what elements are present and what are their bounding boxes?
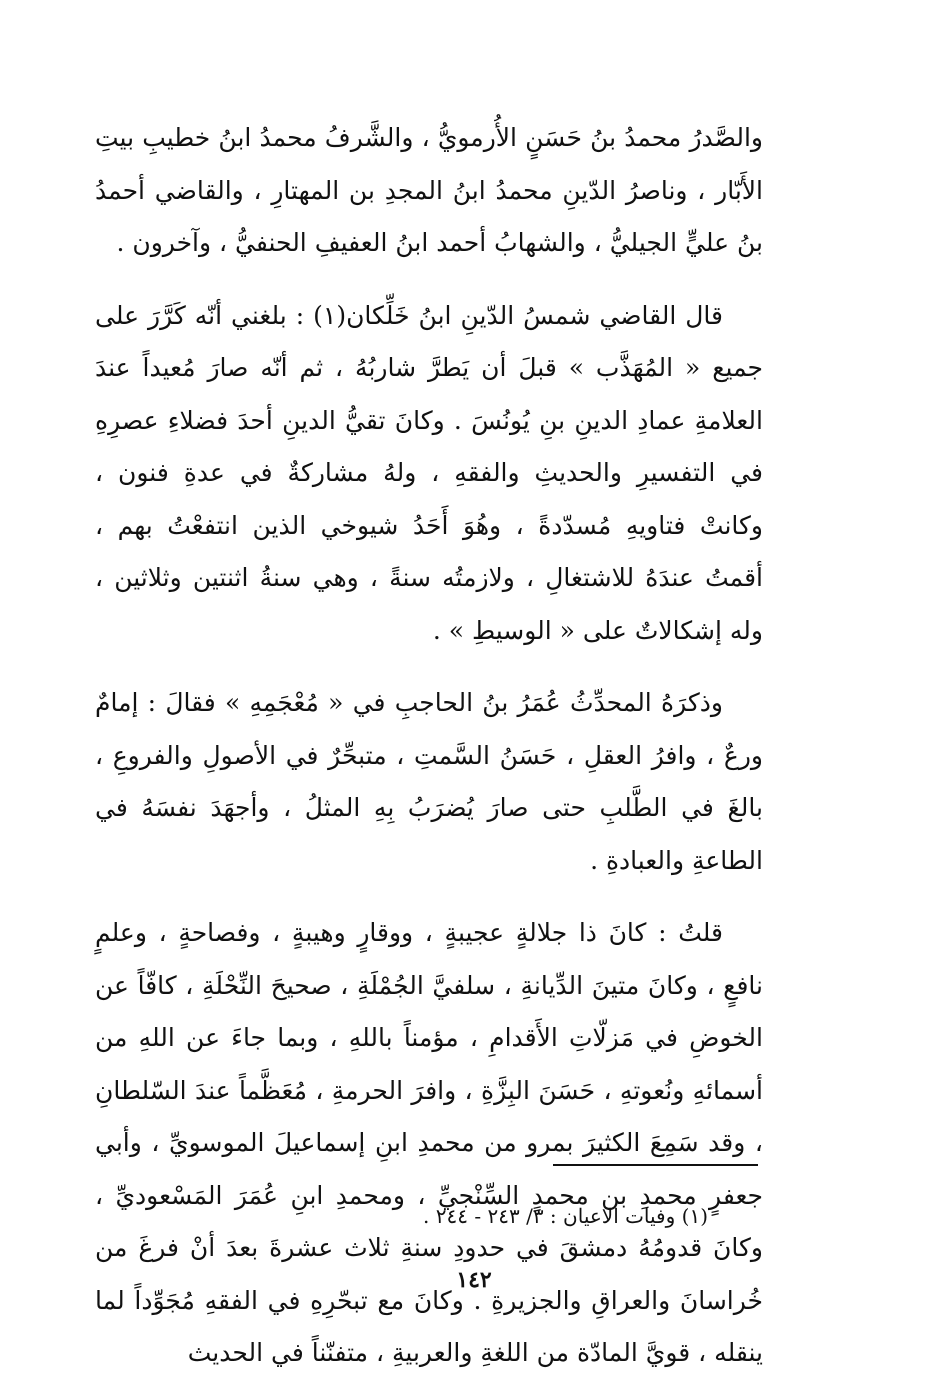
paragraph-3: وذكرَهُ المحدِّثُ عُمَرُ بنُ الحاجبِ في « مُعْجَمِهِ » فقالَ : إمامٌ ورعٌ ، وافرُ العقلِ ، حَسَنُ السَّمتِ ، متبحِّرٌ في الأصولِ والفروعِ ، بالغَ في الطَّلبِ حتى صارَ يُضرَبُ بِهِ المثلُ ، وأجهَدَ نفسَهُ في الطاعةِ والعبادةِ . bbox=[95, 688, 763, 875]
main-text bbox=[95, 112, 763, 1380]
paragraph-4: قلتُ : كانَ ذا جلالةٍ عجيبةٍ ، ووقارٍ وهيبةٍ ، وفصاحةٍ ، وعلمٍ نافعٍ ، وكانَ متينَ الدِّيانةِ ، سلفيَّ الجُمْلَةِ ، صحيحَ النِّحْلَةِ ، كافّاً عن الخوضِ في مَزلّاتِ الأَقدامِ ، مؤمناً باللهِ ، وبما جاءَ عن اللهِ من أسمائهِ ونُعوتهِ ، حَسَنَ البِزَّةِ ، وافرَ الحرمةِ ، مُعَظَّماً عندَ السّلطانِ ، وقد سَمِعَ الكثيرَ بمرو من محمدِ ابنِ إسماعيلَ الموسويِّ ، وأبي جعفرٍ محمدِ بن محمدٍ السِّنْجيِّ ، ومحمدِ ابنِ عُمَرَ المَسْعوديِّ ، وكانَ قدومُهُ دمشقَ في حدودِ سنةِ ثلاث عشرةَ بعدَ أنْ فرغَ من خُراسانَ والعراقِ والجزيرةِ . وكانَ مع تبحّرِهِ في الفقهِ مُجَوِّداً لما ينقله ، قويَّ المادّة من اللغةِ والعربيةِ ، متفنّناً في الحديث bbox=[95, 918, 763, 1367]
page-number: ١٤٢ bbox=[456, 1267, 492, 1293]
footnote-divider bbox=[553, 1164, 758, 1166]
paragraph-2: قال القاضي شمسُ الدّينِ ابنُ خَلِّكان(١) : بلغني أنّه كَرَّرَ على جميع « المُهَذَّب » قبلَ أن يَطرَّ شاربُهُ ، ثم أنّه صارَ مُعيداً عندَ العلامةِ عمادِ الدينِ بنِ يُونُسَ . وكانَ تقيُّ الدينِ أحدَ فضلاءِ عصرِهِ في التفسيرِ والحديثِ والفقهِ ، ولهُ مشاركةٌ في عدةِ فنون ، وكانتْ فتاويهِ مُسدّدةً ، وهُوَ أَحَدُ شيوخي الذين انتفعْتُ بهم ، أقمتُ عندَهُ للاشتغالِ ، ولازمتُه سنةً ، وهي سنةُ اثنتين وثلاثين ، وله إشكالاتٌ على « الوسيطِ » . bbox=[95, 300, 763, 645]
footnote: (١) وفيات الاعيان : ٣/ ٢٤٣ - ٢٤٤ . bbox=[423, 1204, 708, 1228]
paragraph-1: والصَّدرُ محمدُ بنُ حَسَنٍ الأُرمويُّ ، والشَّرفُ محمدُ ابنُ خطيبِ بيتِ الأَبّار ، وناصرُ الدّينِ محمدُ ابنُ المجدِ بن المهتارِ ، والقاضي أحمدُ بنُ عليٍّ الجيليُّ ، والشهابُ أحمد ابنُ العفيفِ الحنفيُّ ، وآخرون . bbox=[95, 123, 763, 257]
